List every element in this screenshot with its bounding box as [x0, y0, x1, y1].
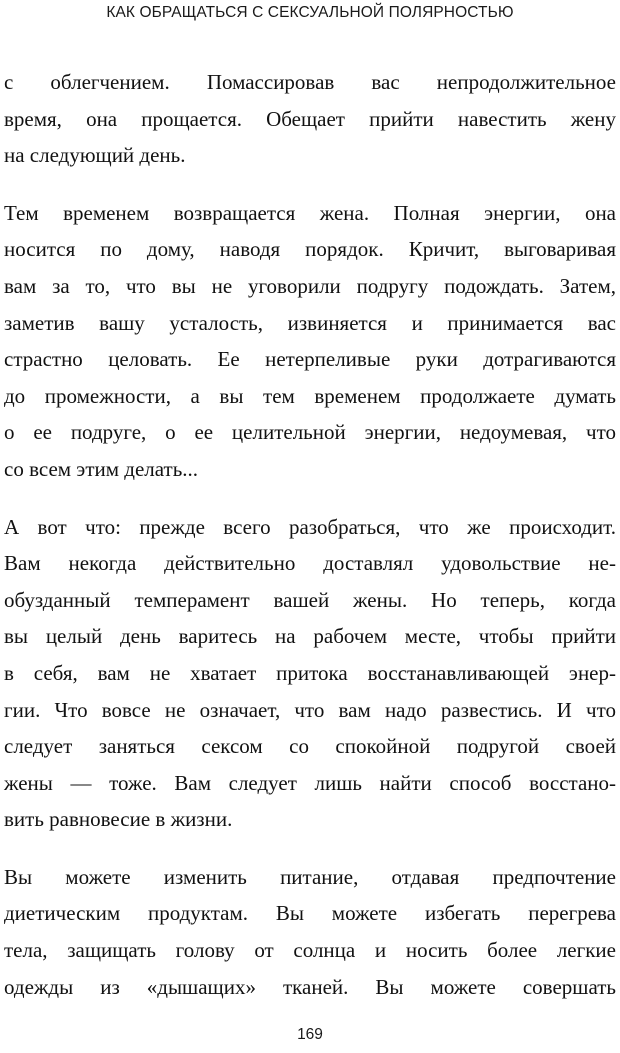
- text-line: со всем этим делать...: [4, 456, 199, 481]
- running-header: КАК ОБРАЩАТЬСЯ С СЕКСУАЛЬНОЙ ПОЛЯРНОСТЬЮ: [106, 4, 514, 21]
- text-line: вить равновесие в жизни.: [4, 807, 233, 832]
- paragraph: [4, 64, 616, 174]
- text-line: тела, защищать голову от солнца и носить более легкие: [4, 938, 616, 963]
- text-line: следует заняться сексом со спокойной подругой своей: [4, 734, 616, 759]
- page-body: [4, 64, 616, 1026]
- text-line: заметив вашу усталость, извиняется и принимается вас: [4, 310, 616, 335]
- text-line: одежды из «дышащих» тканей. Вы можете совершать: [4, 974, 616, 999]
- text-line: вам за то, что вы не уговорили подругу подождать. Затем,: [4, 273, 616, 298]
- text-line: вы целый день варитесь на рабочем месте, чтобы прийти: [4, 624, 616, 649]
- text-line: А вот что: прежде всего разобраться, что же происходит.: [4, 514, 616, 539]
- text-line: гии. Что вовсе не означает, что вам надо развестись. И что: [4, 697, 616, 722]
- paragraph: [4, 859, 616, 1005]
- text-line: страстно целовать. Ее нетерпеливые руки дотрагиваются: [4, 347, 616, 372]
- text-line: носится по дому, наводя порядок. Кричит, выговаривая: [4, 237, 616, 262]
- text-line: диетическим продуктам. Вы можете избегать перегрева: [4, 901, 616, 926]
- text-line: Вы можете изменить питание, отдавая предпочтение: [4, 864, 616, 889]
- text-line: Вам некогда действительно доставлял удовольствие не-: [4, 551, 616, 576]
- page-number: 169: [297, 1026, 323, 1043]
- text-line: обузданный темперамент вашей жены. Но теперь, когда: [4, 587, 616, 612]
- paragraph: [4, 509, 616, 838]
- text-line: на следующий день.: [4, 143, 186, 168]
- text-line: жены — тоже. Вам следует лишь найти способ восстано-: [4, 770, 616, 795]
- text-line: в себя, вам не хватает притока восстанавливающей энер-: [4, 660, 616, 685]
- text-line: Тем временем возвращается жена. Полная энергии, она: [4, 200, 616, 225]
- text-line: о ее подруге, о ее целительной энергии, недоумевая, что: [4, 420, 616, 445]
- text-line: до промежности, а вы тем временем продолжаете думать: [4, 383, 616, 408]
- text-line: время, она прощается. Обещает прийти навестить жену: [4, 106, 616, 131]
- text-line: с облегчением. Помассировав вас непродолжительное: [4, 70, 616, 94]
- paragraph: [4, 195, 616, 488]
